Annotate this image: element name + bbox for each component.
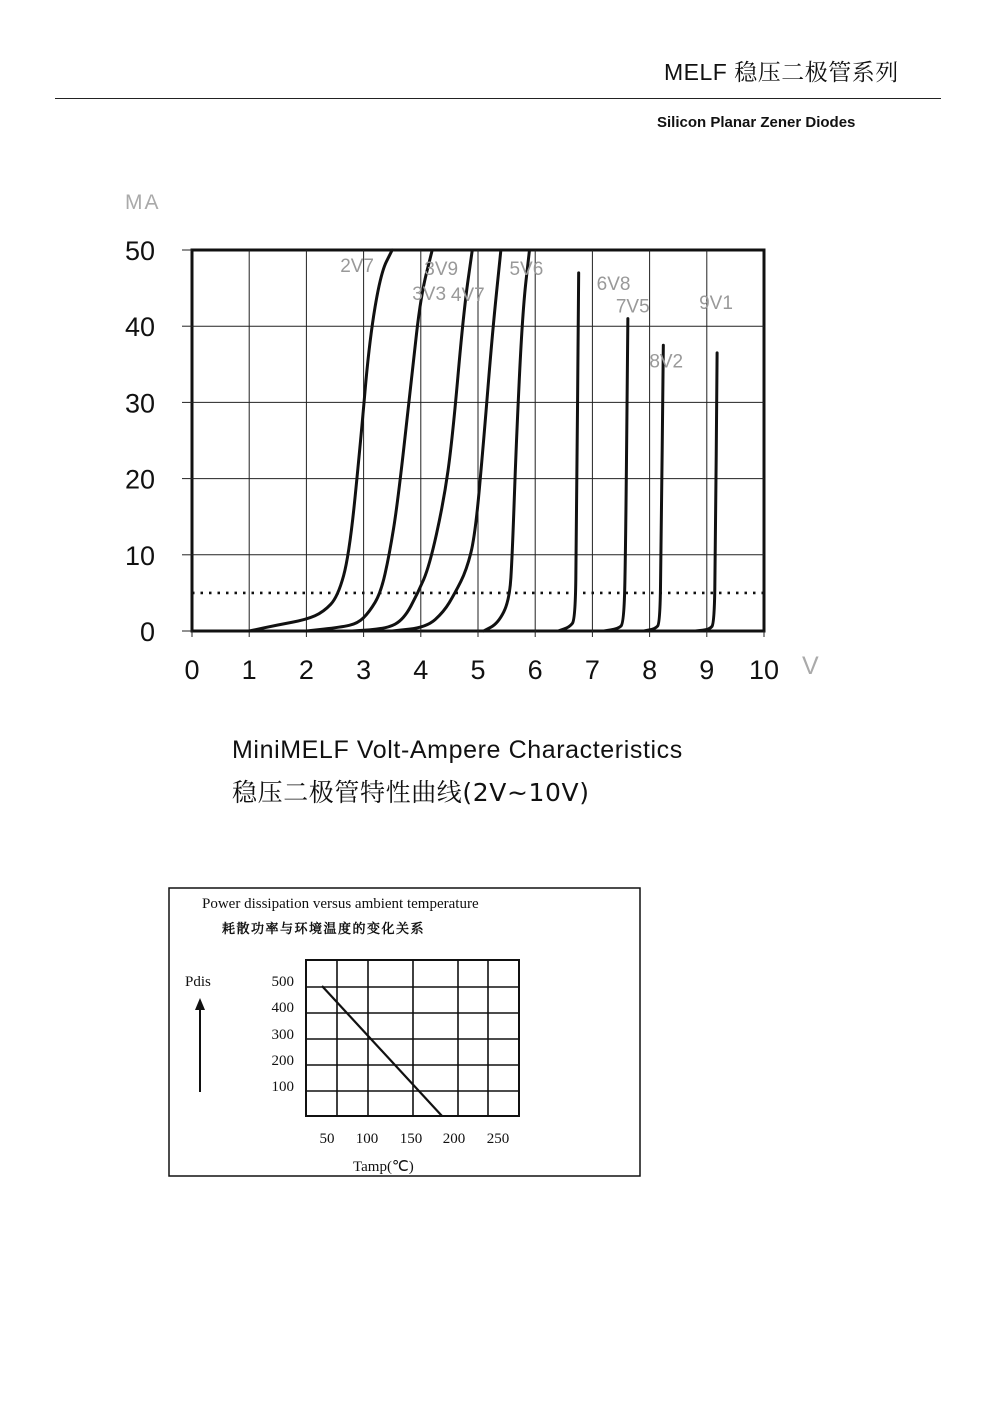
va-series-label-4v7: 4V7 bbox=[450, 285, 485, 306]
va-x-tick-label: 6 bbox=[527, 655, 543, 685]
pd-chart-title: Power dissipation versus ambient temperature bbox=[202, 896, 479, 912]
pd-y-tick-label: 400 bbox=[271, 1000, 294, 1016]
pd-x-tick-label: 200 bbox=[442, 1131, 466, 1147]
pd-y-tick-label: 100 bbox=[271, 1079, 294, 1095]
va-x-tick-label: 8 bbox=[642, 655, 658, 685]
va-y-tick-label: 40 bbox=[124, 312, 155, 343]
pd-y-axis-label: Pdis bbox=[185, 974, 211, 990]
va-x-tick-label: 1 bbox=[241, 655, 257, 685]
va-series-label-7v5: 7V5 bbox=[615, 296, 650, 318]
header-title: MELF 稳压二极管系列 bbox=[664, 59, 899, 85]
va-chart-subtitle: 稳压二极管特性曲线(2V~10V) bbox=[232, 778, 590, 807]
va-y-tick-label: 20 bbox=[124, 464, 155, 495]
va-x-tick-label: 0 bbox=[184, 655, 200, 685]
va-x-tick-label: 5 bbox=[470, 655, 486, 685]
va-series-label-6v8: 6V8 bbox=[596, 273, 631, 295]
va-y-tick-label: 30 bbox=[124, 388, 155, 419]
va-series-label-8v2: 8V2 bbox=[649, 351, 684, 373]
pd-y-tick-label: 200 bbox=[271, 1053, 294, 1069]
va-x-tick-label: 4 bbox=[413, 655, 429, 685]
up-arrow-icon bbox=[195, 998, 205, 1092]
pd-series-group bbox=[322, 986, 442, 1116]
va-series-label-3v9: 3V9 bbox=[424, 259, 459, 280]
va-y-axis-label: MA bbox=[125, 191, 161, 214]
va-x-tick-label: 3 bbox=[356, 655, 372, 685]
va-series-label-3v3: 3V3 bbox=[412, 284, 447, 305]
pd-x-axis-label: Tamp(℃) bbox=[353, 1159, 414, 1175]
va-series-label-5v6: 5V6 bbox=[509, 259, 544, 280]
va-x-tick-label: 10 bbox=[748, 655, 780, 685]
pd-y-tick-label: 300 bbox=[271, 1027, 294, 1043]
pd-derating-line bbox=[322, 986, 442, 1116]
va-chart-title: MiniMELF Volt-Ampere Characteristics bbox=[232, 736, 683, 764]
pd-y-ticks bbox=[272, 974, 295, 1095]
va-y-tick-label: 50 bbox=[124, 236, 155, 266]
header-subtitle: Silicon Planar Zener Diodes bbox=[657, 114, 856, 131]
va-x-axis-label: V bbox=[802, 652, 819, 680]
pd-grid bbox=[306, 960, 519, 1116]
pd-x-tick-label: 250 bbox=[486, 1131, 510, 1147]
pd-y-tick-label: 500 bbox=[271, 974, 294, 990]
va-x-tick-label: 7 bbox=[584, 655, 600, 685]
pd-x-tick-label: 50 bbox=[319, 1131, 335, 1147]
va-x-tick-label: 2 bbox=[298, 655, 314, 685]
va-y-tick-label: 0 bbox=[139, 617, 155, 647]
va-series-label-9v1: 9V1 bbox=[699, 292, 733, 314]
pd-x-tick-label: 150 bbox=[399, 1131, 423, 1147]
va-series-label-2v7: 2V7 bbox=[340, 256, 375, 277]
va-y-tick-label: 10 bbox=[124, 540, 155, 571]
va-x-tick-label: 9 bbox=[699, 655, 715, 685]
pd-x-ticks bbox=[320, 1131, 510, 1147]
pd-chart-subtitle: 耗散功率与环境温度的变化关系 bbox=[222, 922, 426, 937]
pd-x-tick-label: 100 bbox=[355, 1131, 379, 1147]
